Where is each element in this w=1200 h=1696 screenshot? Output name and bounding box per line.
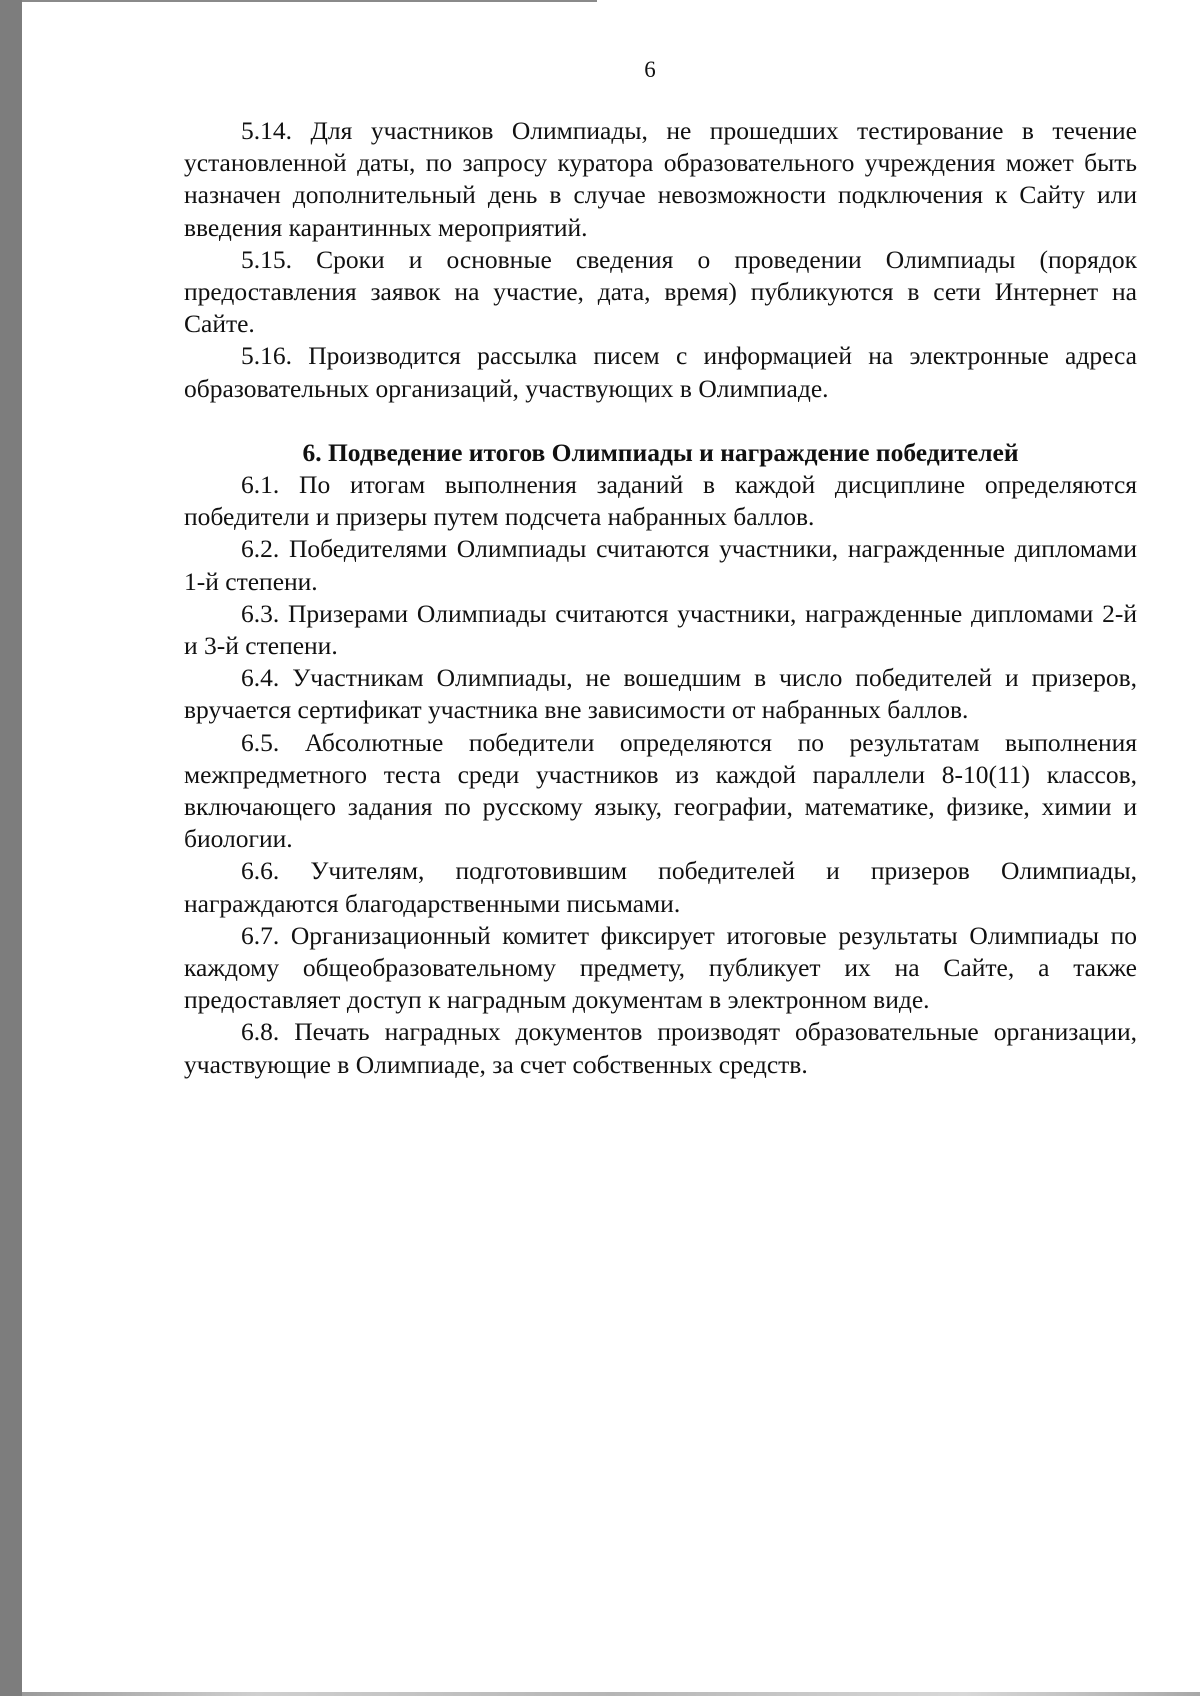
paragraph-6-5: 6.5. Абсолютные победители определяются по результатам выполнения межпредметного теста среди участников из каждой параллели 8-10(11) классов, включающего задания по русскому языку, географии, математике, физике, химии и биологии. [184, 727, 1137, 854]
paragraph-5-16: 5.16. Производится рассылка писем с информацией на электронные адреса образовательных организаций, участвующих в Олимпиаде. [184, 341, 1137, 403]
paragraph-6-1: 6.1. По итогам выполнения заданий в каждой дисциплине определяются победители и призеры путем подсчета набранных баллов. [184, 470, 1137, 532]
section-6-heading: 6. Подведение итогов Олимпиады и награждение победителей [302, 437, 1019, 467]
paragraph-5-14: 5.14. Для участников Олимпиады, не прошедших тестирование в течение установленной даты, по запросу куратора образовательного учреждения может быть назначен дополнительный день в случае невозможности подключения к Сайту или введения карантинных мероприятий. [184, 116, 1137, 242]
document-body [184, 115, 1137, 1081]
scan-top-line [22, 0, 597, 2]
paragraph-6-3: 6.3. Призерами Олимпиады считаются участники, награжденные дипломами 2-й и 3-й степени. [184, 598, 1137, 661]
paragraph-6-2: 6.2. Победителями Олимпиады считаются участники, награжденные дипломами 1-й степени. [184, 534, 1137, 596]
paragraph-5-15: 5.15. Сроки и основные сведения о проведении Олимпиады (порядок предоставления заявок на участие, дата, время) публикуются в сети Интернет на Сайте. [184, 244, 1137, 339]
paragraph-6-8: 6.8. Печать наградных документов производят образовательные организации, участвующие в Олимпиаде, за счет собственных средств. [184, 1017, 1137, 1079]
scan-edge [0, 0, 22, 1696]
paragraph-6-6: 6.6. Учителям, подготовившим победителей и призеров Олимпиады, награждаются благодарственными письмами. [184, 856, 1137, 918]
paragraph-6-4: 6.4. Участникам Олимпиады, не вошедшим в число победителей и призеров, вручается сертификат участника вне зависимости от набранных баллов. [184, 663, 1137, 725]
paragraph-6-7: 6.7. Организационный комитет фиксирует итоговые результаты Олимпиады по каждому общеобразовательному предмету, публикует их на Сайте, а также предоставляет доступ к наградным документам в электронном виде. [184, 920, 1137, 1015]
scan-bottom-line [22, 1692, 1200, 1696]
page-number: 6 [644, 57, 656, 82]
